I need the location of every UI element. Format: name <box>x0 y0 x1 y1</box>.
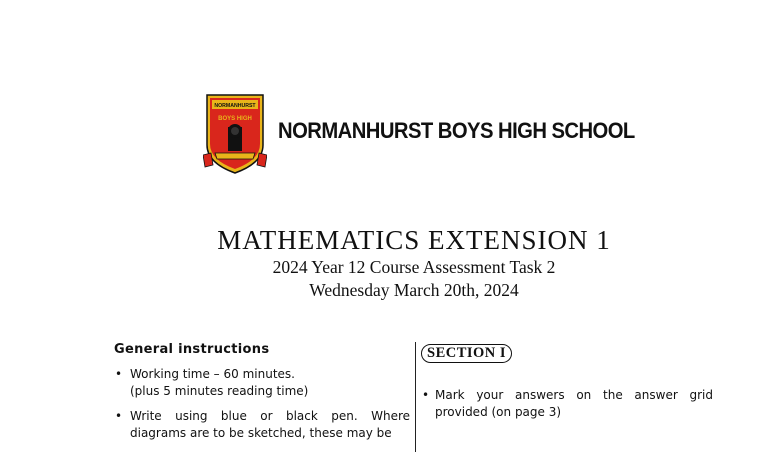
instruction-item <box>114 408 410 442</box>
section-item <box>421 387 713 421</box>
school-crest-logo <box>203 93 267 175</box>
title-block <box>0 224 784 302</box>
column-divider <box>415 342 416 452</box>
general-instructions <box>114 342 410 450</box>
section-one <box>421 342 713 429</box>
instructions-heading: General instructions <box>114 342 270 357</box>
document-subtitle: 2024 Year 12 Course Assessment Task 2 <box>272 257 556 277</box>
instruction-item <box>114 366 410 400</box>
school-name: NORMANHURST BOYS HIGH SCHOOL <box>278 118 635 143</box>
instruction-line: Working time – 60 minutes. <box>130 367 295 381</box>
bullet-icon: • <box>115 367 123 381</box>
instruction-line: (plus 5 minutes reading time) <box>130 384 309 398</box>
document-title: MATHEMATICS EXTENSION 1 <box>217 225 611 255</box>
section-label: SECTION I <box>421 344 512 363</box>
crest-text-mid: BOYS HIGH <box>218 116 252 122</box>
bullet-icon: • <box>115 409 123 423</box>
section-item-text: Mark your answers on the answer grid provided (on page 3) <box>435 388 713 419</box>
document-date: Wednesday March 20th, 2024 <box>309 280 519 300</box>
bullet-icon: • <box>422 388 430 402</box>
crest-text-top: NORMANHURST <box>214 103 256 109</box>
instruction-line: Write using blue or black pen. Where diagrams are to be sketched, these may be <box>130 409 410 440</box>
